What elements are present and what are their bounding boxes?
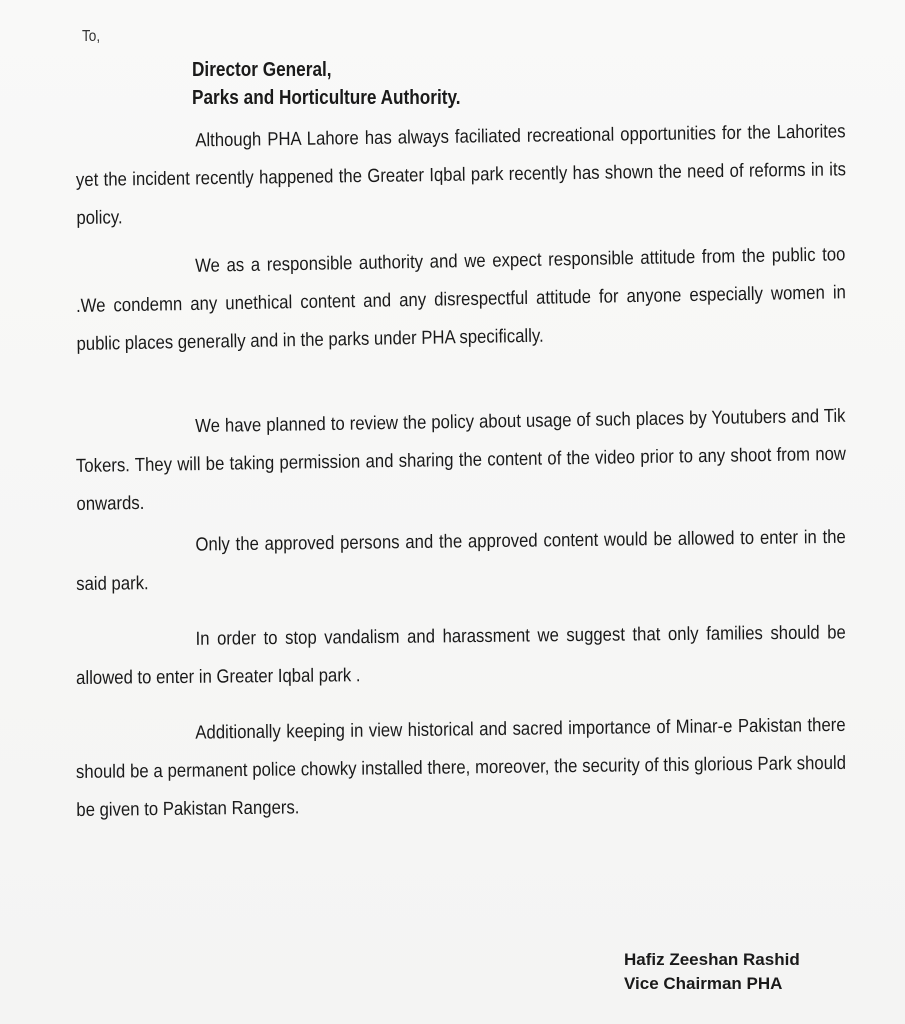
paragraph: Although PHA Lahore has always faciliated recreational opportunities for the Lahorites yet the incident recently happened the Greater Iqbal park recently has shown the need of reforms in its policy. (75, 121, 847, 229)
paragraph: Additionally keeping in view historical and sacred importance of Minar-e Pakistan there should be a permanent police chowky installed there, moreover, the security of this glorious Park should be given to Pakistan Rangers. (75, 714, 847, 821)
paragraph: In order to stop vandalism and harassment we suggest that only families should be allowed to enter in Greater Iqbal park . (76, 622, 846, 689)
signatory-title: Vice Chairman PHA (624, 974, 783, 993)
addressee-title: Director General, (192, 59, 332, 81)
paragraph: We as a responsible authority and we expect responsible attitude from the public too .We condemn any unethical content and any disrespectful attitude for anyone especially women in public places generally and in the parks under PHA specifically. (75, 244, 847, 355)
salutation: To, (82, 28, 101, 45)
paragraph: Only the approved persons and the approved content would be allowed to enter in the said park. (76, 526, 846, 595)
addressee-block (192, 56, 461, 112)
signatory-name: Hafiz Zeeshan Rashid (624, 950, 800, 969)
paragraph: We have planned to review the policy about usage of such places by Youtubers and Tik Tokers. They will be taking permission and sharing the content of the video prior to any shoot from now onwards. (75, 405, 847, 515)
signature-block (624, 948, 800, 996)
addressee-organization: Parks and Horticulture Authority. (192, 87, 461, 109)
